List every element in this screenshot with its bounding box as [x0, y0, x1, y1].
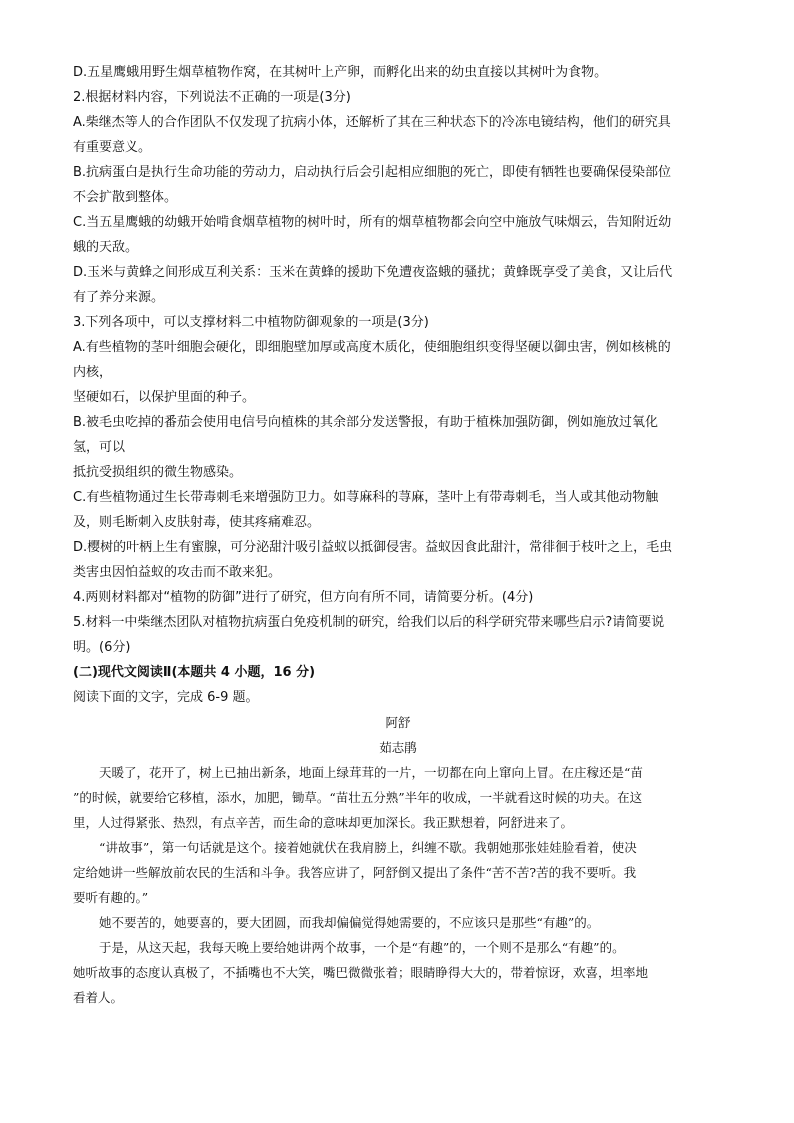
section-instruction: 阅读下面的文字，完成 6-9 题。	[73, 690, 259, 705]
essay-author: 茹志鹃	[379, 740, 417, 755]
text-line: 抵抗受损组织的微生物感染。	[73, 465, 243, 480]
essay-line: 定给她讲一些解放前农民的生活和斗争。我答应讲了，阿舒倒又提出了条件“苦不苦?苦的我不要听。我	[73, 865, 637, 880]
text-line: B.抗病蛋白是执行生命功能的劳动力，启动执行后会引起相应细胞的死亡，即使有牺牲也要确保侵染部位	[73, 165, 672, 180]
text-line: 类害虫因怕益蚁的攻击而不敢来犯。	[73, 565, 282, 580]
text-line: D.樱树的叶柄上生有蜜腺，可分泌甜汁吸引益蚁以抵御侵害。益蚁因食此甜汁，常徘徊于枝叶之上，毛虫	[73, 540, 673, 555]
text-line: 坚硬如石，以保护里面的种子。	[73, 390, 256, 405]
text-line: D.玉米与黄蜂之间形成互利关系：玉米在黄蜂的援助下免遭夜盗蛾的骚扰；黄蜂既享受了美食，又让后代	[73, 265, 673, 280]
essay-line: 于是，从这天起，我每天晚上要给她讲两个故事，一个是“有趣”的，一个则不是那么“有趣”的。	[99, 940, 625, 955]
text-line: 及，则毛断刺入皮肤射毒，使其疼痛难忍。	[73, 515, 321, 530]
essay-line: “讲故事”，第一句话就是这个。接着她就伏在我肩膀上，纠缠不歇。我朝她那张娃娃脸看着，使决	[99, 840, 637, 855]
text-line: 蛾的天敌。	[73, 240, 139, 255]
essay-line: 看着人。	[73, 990, 124, 1005]
text-line: C.当五星鹰蛾的幼蛾开始啃食烟草植物的树叶时，所有的烟草植物都会向空中施放气味烟云，告知附近幼	[73, 215, 672, 230]
text-line: A.柴继杰等人的合作团队不仅发现了抗病小体，还解析了其在三种状态下的冷冻电镜结构，他们的研究具	[73, 115, 671, 130]
essay-title: 阿舒	[385, 715, 411, 730]
text-line: C.有些植物通过生长带毒刺毛来增强防卫力。如荨麻科的荨麻，茎叶上有带毒刺毛，当人或其他动物触	[73, 490, 659, 505]
text-line: B.被毛虫吃掉的番茄会使用电信号向植株的其余部分发送警报，有助于植株加强防御，例如施放过氧化	[73, 415, 659, 430]
text-line: 3.下列各项中，可以支撑材料二中植物防御观象的一项是(3分)	[73, 315, 429, 330]
section-heading: (二)现代文阅读Ⅱ(本题共 4 小题，16 分)	[73, 665, 316, 680]
essay-body	[73, 760, 723, 1010]
text-line: D.五星鹰蛾用野生烟草植物作窝，在其树叶上产卵，而孵化出来的幼虫直接以其树叶为食物。	[73, 65, 608, 80]
text-line: A.有些植物的茎叶细胞会硬化，即细胞壁加厚或高度木质化，使细胞组织变得坚硬以御虫害，例如核桃的	[73, 340, 671, 355]
essay-line: 里，人过得紧张、热烈，有点辛苦，而生命的意味却更加深长。我正默想着，阿舒进来了。	[73, 815, 574, 830]
text-line: 明。(6分)	[73, 640, 131, 655]
text-line: 有重要意义。	[73, 140, 152, 155]
text-line: 5.材料一中柴继杰团队对植物抗病蛋白免疫机制的研究，给我们以后的科学研究带来哪些启示?请简要说	[73, 615, 665, 630]
document-page	[73, 60, 723, 1010]
text-line: 氢，可以	[73, 440, 126, 455]
essay-line: ”的时候，就要给它移植，添水，加肥，锄草。“苗壮五分熟”半年的收成，一半就看这时候的功夫。在这	[73, 790, 643, 805]
text-line: 不会扩散到整体。	[73, 190, 178, 205]
text-line: 内核，	[73, 365, 113, 380]
question-block	[73, 60, 723, 660]
text-line: 2.根据材料内容，下列说法不正确的一项是(3分)	[73, 90, 351, 105]
text-line: 有了养分来源。	[73, 290, 165, 305]
text-line: 4.两则材料都对“植物的防御”进行了研究，但方向有所不同，请简要分析。(4分)	[73, 590, 534, 605]
essay-line: 天暖了，花开了，树上已抽出新条，地面上绿茸茸的一片，一切都在向上窜向上冒。在庄稼还是“苗	[99, 765, 643, 780]
essay-line: 她不要苦的，她要喜的，要大团圆，而我却偏偏觉得她需要的，不应该只是那些“有趣”的。	[99, 915, 600, 930]
essay-line: 她听故事的态度认真极了，不插嘴也不大笑，嘴巴微微张着；眼睛睁得大大的，带着惊讶，欢喜，坦率地	[73, 965, 649, 980]
essay-line: 要听有趣的。”	[73, 890, 149, 905]
